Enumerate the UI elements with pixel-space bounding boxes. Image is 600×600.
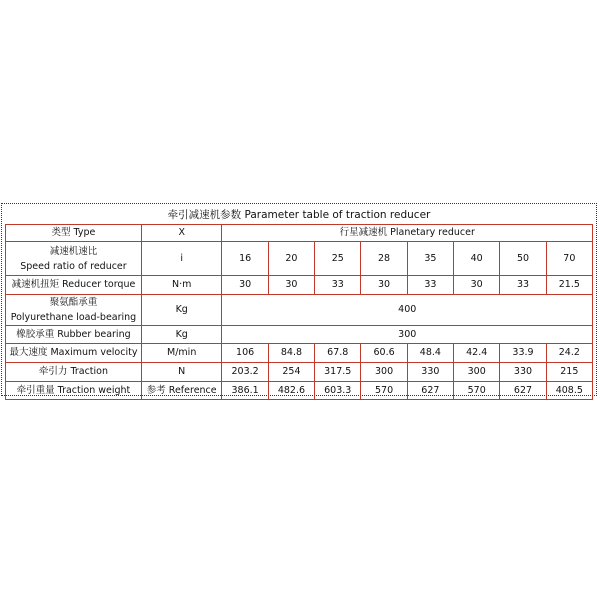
row-value: 行星减速机 Planetary reducer bbox=[222, 225, 593, 242]
row-label-cn: 聚氨酯承重 bbox=[49, 297, 98, 308]
table-cell: 67.8 bbox=[315, 344, 361, 363]
row-label-en: Speed ratio of reducer bbox=[20, 260, 127, 272]
table-cell: 570 bbox=[361, 382, 407, 400]
table-cell: 40 bbox=[454, 242, 500, 276]
table-cell: 30 bbox=[454, 276, 500, 295]
table-cell: 33 bbox=[407, 276, 453, 295]
table-cell: 627 bbox=[500, 382, 546, 400]
table-cell: 70 bbox=[546, 242, 592, 276]
table-cell: 386.1 bbox=[222, 382, 268, 400]
table-cell: 254 bbox=[268, 363, 314, 382]
row-value: 400 bbox=[222, 295, 593, 326]
table-cell: 408.5 bbox=[546, 382, 592, 400]
table-cell: 300 bbox=[361, 363, 407, 382]
row-label-cn: 减速机速比 bbox=[49, 245, 98, 257]
table-cell: 627 bbox=[407, 382, 453, 400]
table-cell: 33 bbox=[500, 276, 546, 295]
row-label bbox=[6, 295, 142, 326]
table-cell: 50 bbox=[500, 242, 546, 276]
table-cell: 20 bbox=[268, 242, 314, 276]
table-cell: 30 bbox=[222, 276, 268, 295]
row-unit: N bbox=[141, 363, 222, 382]
table-cell: 16 bbox=[222, 242, 268, 276]
table-cell: 21.5 bbox=[546, 276, 592, 295]
table-row-traction bbox=[6, 363, 593, 382]
table-cell: 330 bbox=[500, 363, 546, 382]
table-cell: 482.6 bbox=[268, 382, 314, 400]
table-cell: 84.8 bbox=[268, 344, 314, 363]
parameter-table-frame bbox=[1, 203, 597, 396]
table-cell: 35 bbox=[407, 242, 453, 276]
row-label: 橡胶承重 Rubber bearing bbox=[6, 326, 142, 344]
row-unit: Kg bbox=[141, 295, 222, 326]
row-label: 减速机扭矩 Reducer torque bbox=[6, 276, 142, 295]
table-cell: 30 bbox=[361, 276, 407, 295]
table-row-type bbox=[6, 225, 593, 242]
row-label: 最大速度 Maximum velocity bbox=[6, 344, 142, 363]
table-cell: 24.2 bbox=[546, 344, 592, 363]
table-cell: 60.6 bbox=[361, 344, 407, 363]
table-row-rubber bbox=[6, 326, 593, 344]
row-unit: 参考 Reference bbox=[141, 382, 222, 400]
table-cell: 203.2 bbox=[222, 363, 268, 382]
table-cell: 317.5 bbox=[315, 363, 361, 382]
row-unit: i bbox=[141, 242, 222, 276]
table-cell: 30 bbox=[268, 276, 314, 295]
table-row-velocity bbox=[6, 344, 593, 363]
table-row-polyurethane bbox=[6, 295, 593, 326]
table-cell: 25 bbox=[315, 242, 361, 276]
row-label: 牵引重量 Traction weight bbox=[6, 382, 142, 400]
row-label bbox=[6, 242, 142, 276]
table-cell: 215 bbox=[546, 363, 592, 382]
table-row-torque bbox=[6, 276, 593, 295]
table-cell: 33 bbox=[315, 276, 361, 295]
row-label-en: Polyurethane load-bearing bbox=[10, 312, 137, 323]
row-unit: M/min bbox=[141, 344, 222, 363]
table-cell: 48.4 bbox=[407, 344, 453, 363]
row-unit: N·m bbox=[141, 276, 222, 295]
row-value: 300 bbox=[222, 326, 593, 344]
table-cell: 28 bbox=[361, 242, 407, 276]
table-row-speed-ratio bbox=[6, 242, 593, 276]
row-unit: Kg bbox=[141, 326, 222, 344]
table-title: 牵引减速机参数 Parameter table of traction reducer bbox=[167, 209, 431, 221]
table-cell: 603.3 bbox=[315, 382, 361, 400]
table-cell: 330 bbox=[407, 363, 453, 382]
table-row-traction-weight bbox=[6, 382, 593, 400]
row-unit: X bbox=[141, 225, 222, 242]
table-cell: 300 bbox=[454, 363, 500, 382]
table-cell: 570 bbox=[454, 382, 500, 400]
row-label: 牵引力 Traction bbox=[6, 363, 142, 382]
table-cell: 33.9 bbox=[500, 344, 546, 363]
parameter-table bbox=[5, 224, 593, 400]
row-label: 类型 Type bbox=[6, 225, 142, 242]
table-cell: 42.4 bbox=[454, 344, 500, 363]
table-cell: 106 bbox=[222, 344, 268, 363]
